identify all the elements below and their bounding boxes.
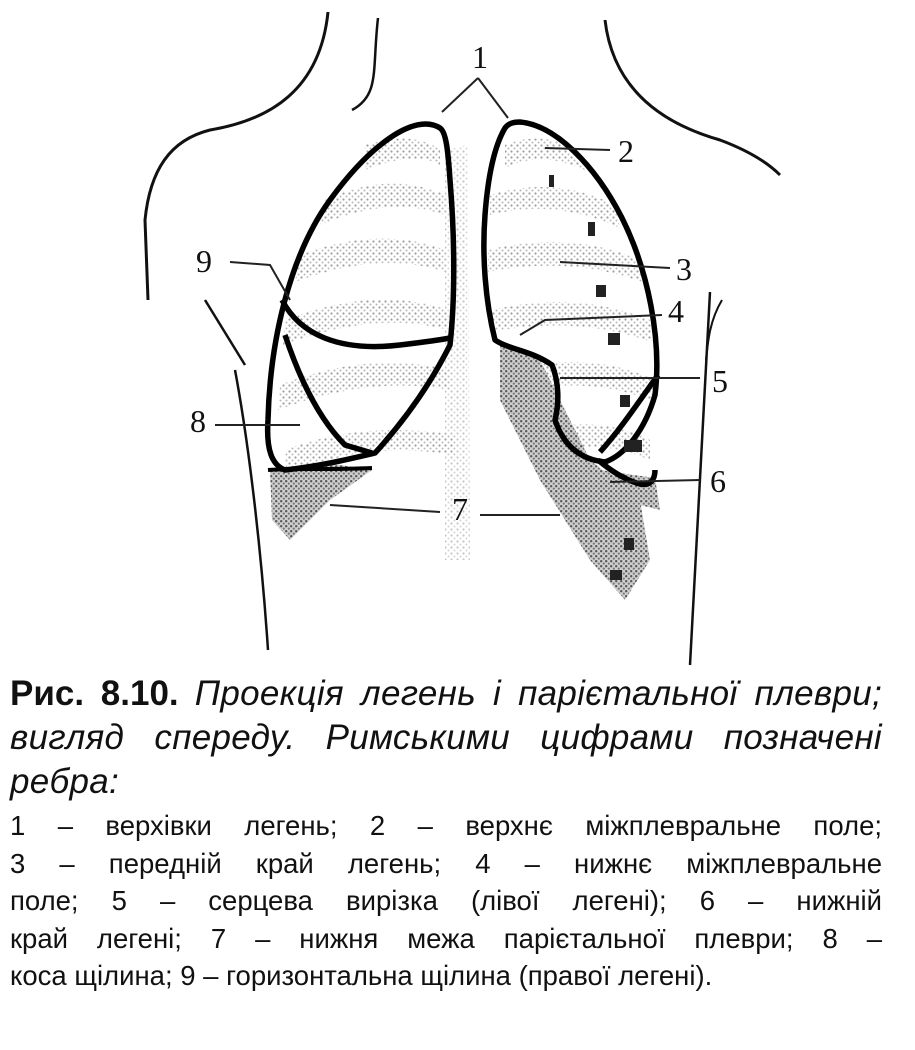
callout-3: 3 — [676, 251, 692, 287]
callout-6: 6 — [710, 463, 726, 499]
caption-legend — [10, 807, 882, 995]
legend-line: поле; 5 – серцева вирізка (лівої легені); 6 – нижній — [10, 885, 882, 916]
legend-line: 1 – верхівки легень; 2 – верхнє міжплевральне поле; — [10, 810, 882, 841]
caption-title-block — [10, 672, 882, 804]
callout-1: 1 — [472, 39, 488, 75]
callout-5: 5 — [712, 363, 728, 399]
figure-caption — [10, 672, 882, 995]
callout-4: 4 — [668, 293, 684, 329]
callout-7: 7 — [452, 491, 468, 527]
callout-2: 2 — [618, 133, 634, 169]
callout-9: 9 — [196, 243, 212, 279]
caption-label: Рис. 8.10. — [10, 674, 179, 713]
legend-line: край легені; 7 – нижня межа парієтальної плеври; 8 – — [10, 922, 882, 954]
legend-line: коса щілина; 9 – горизонтальна щілина (правої легені). — [10, 960, 713, 991]
caption-title: Проекція легень і парієтальної плеври; вигляд спереду. Римськими цифрами позначені ребра: — [10, 674, 882, 801]
legend-line: 3 – передній край легень; 4 – нижнє міжплевральне — [10, 847, 882, 879]
callout-8: 8 — [190, 403, 206, 439]
right-lung-outline — [268, 124, 454, 470]
